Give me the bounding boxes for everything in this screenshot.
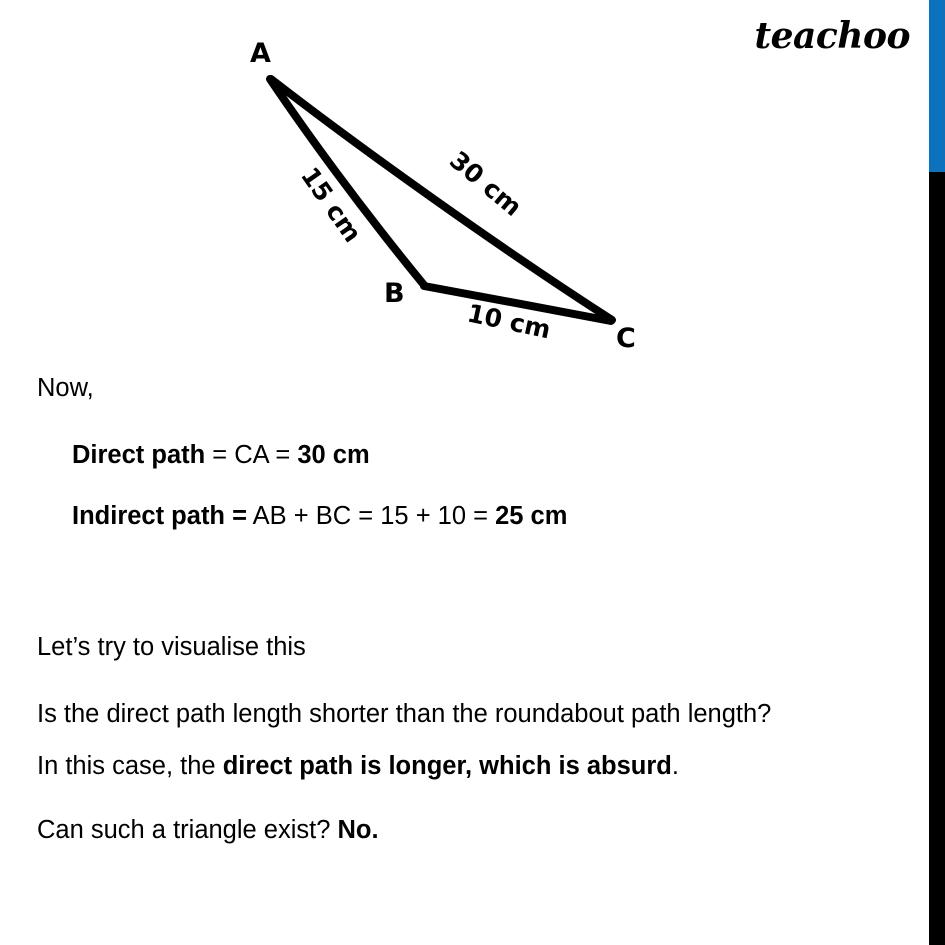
now-label: Now, xyxy=(37,374,94,402)
case-line-suffix: . xyxy=(671,752,679,780)
exist-line-prefix: Can such a triangle exist? xyxy=(37,816,338,844)
case-line-emphasis: direct path is longer, which is absurd xyxy=(222,752,672,780)
right-edge-bar xyxy=(929,0,945,945)
case-line xyxy=(37,751,679,783)
direct-path-value: 30 cm xyxy=(297,441,370,469)
vertex-label-b: B xyxy=(384,278,405,309)
direct-path-line xyxy=(72,440,370,472)
case-line-prefix: In this case, the xyxy=(37,752,223,780)
indirect-path-line xyxy=(72,501,567,533)
indirect-path-middle: AB + BC = 15 + 10 = xyxy=(247,502,496,530)
triangle-svg xyxy=(0,0,700,365)
exist-line xyxy=(37,815,379,847)
vertex-label-c: C xyxy=(616,323,636,354)
direct-path-middle: = CA = xyxy=(205,441,298,469)
teachoo-logo: teachoo xyxy=(754,15,910,57)
direct-path-term: Direct path xyxy=(72,441,206,469)
edge-bar-blue-segment xyxy=(929,0,945,172)
question-line: Is the direct path length shorter than the roundabout path length? xyxy=(37,700,772,728)
indirect-path-term: Indirect path = xyxy=(72,502,247,530)
triangle-figure xyxy=(0,0,700,365)
side-label-bc: 10 cm xyxy=(464,298,554,345)
exist-line-answer: No. xyxy=(337,816,379,844)
visualise-line: Let’s try to visualise this xyxy=(37,633,306,661)
side-label-ac: 30 cm xyxy=(444,145,528,222)
vertex-label-a: A xyxy=(250,38,271,69)
side-ab-stroke xyxy=(270,79,424,285)
edge-bar-black-segment xyxy=(929,172,945,945)
indirect-path-value: 25 cm xyxy=(495,502,568,530)
side-label-ab: 15 cm xyxy=(295,161,368,248)
